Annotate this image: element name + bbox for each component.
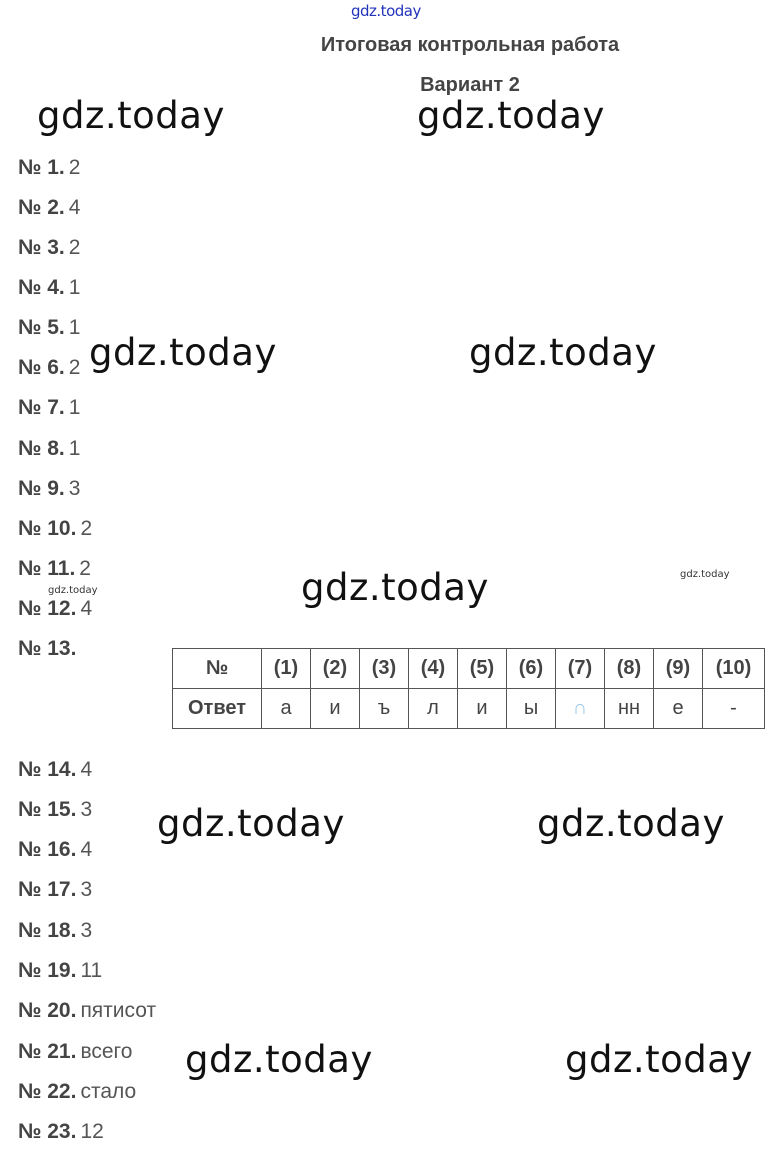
watermark: gdz.today: [301, 566, 489, 609]
list-item: [18, 879, 92, 900]
list-item: [18, 277, 80, 298]
item-answer: 2: [68, 356, 81, 379]
item-answer: 3: [80, 919, 93, 942]
table-cell: и: [311, 689, 360, 729]
item-answer: 4: [80, 758, 93, 781]
item-number: № 10.: [18, 517, 77, 540]
watermark: gdz.today: [417, 94, 605, 137]
table-column-header: (7): [556, 649, 605, 689]
item-answer: 12: [80, 1120, 104, 1143]
table-cell: ∩: [556, 689, 605, 729]
table-cell: ы: [507, 689, 556, 729]
item-number: № 19.: [18, 959, 77, 982]
item-number: № 4.: [18, 276, 65, 299]
item-answer: пятисот: [80, 999, 157, 1022]
item-number: № 12.: [18, 597, 77, 620]
item-number: № 14.: [18, 758, 77, 781]
table-cell: ъ: [360, 689, 409, 729]
watermark: gdz.today: [185, 1038, 373, 1081]
item-number: № 8.: [18, 437, 65, 460]
site-mark: gdz.today: [351, 2, 421, 20]
item-answer: 4: [68, 196, 81, 219]
item-answer: стало: [80, 1080, 137, 1103]
item-number: № 2.: [18, 196, 65, 219]
watermark-small: gdz.today: [680, 569, 730, 580]
table-column-header: (10): [703, 649, 765, 689]
list-item: [18, 1081, 136, 1102]
watermark: gdz.today: [157, 802, 345, 845]
watermark: gdz.today: [469, 331, 657, 374]
item-answer: 1: [68, 396, 81, 419]
item-answer: 1: [68, 316, 81, 339]
list-item: [18, 478, 80, 499]
list-item: [18, 1000, 156, 1021]
table-column-header: (9): [654, 649, 703, 689]
list-item: [18, 558, 91, 579]
table-column-header: (8): [605, 649, 654, 689]
table-column-header: (3): [360, 649, 409, 689]
list-item: [18, 518, 92, 539]
item-answer: 1: [68, 437, 81, 460]
item-answer: 4: [80, 597, 93, 620]
watermark: gdz.today: [89, 331, 277, 374]
item-number: № 11.: [18, 557, 76, 580]
table-row: [173, 689, 765, 729]
table-header-row: [173, 649, 765, 689]
item-answer: 2: [79, 557, 91, 580]
table-column-header: (5): [458, 649, 507, 689]
list-item: [18, 438, 80, 459]
list-item: [18, 960, 102, 981]
item-answer: 2: [80, 517, 93, 540]
table-cell: а: [262, 689, 311, 729]
list-item: [18, 397, 80, 418]
list-item: [18, 1121, 104, 1142]
table-cell: е: [654, 689, 703, 729]
table-cell: нн: [605, 689, 654, 729]
watermark-small: gdz.today: [48, 585, 98, 596]
page-title: Итоговая контрольная работа: [320, 34, 620, 56]
item-answer: 2: [68, 156, 81, 179]
table-column-header: (1): [262, 649, 311, 689]
watermark: gdz.today: [537, 802, 725, 845]
table-column-header: (4): [409, 649, 458, 689]
item-answer: 4: [80, 838, 93, 861]
table-row-label: Ответ: [173, 689, 262, 729]
item-number: № 1.: [18, 156, 65, 179]
list-item: [18, 598, 92, 619]
item-number: № 18.: [18, 919, 77, 942]
item-number: № 3.: [18, 236, 65, 259]
item-number: № 21.: [18, 1040, 77, 1063]
item-number: № 20.: [18, 999, 77, 1022]
list-item: [18, 638, 80, 659]
table-header-label: №: [173, 649, 262, 689]
table-cell: и: [458, 689, 507, 729]
list-item: [18, 357, 80, 378]
item-number: № 6.: [18, 356, 65, 379]
item-number: № 5.: [18, 316, 65, 339]
item-number: № 7.: [18, 396, 65, 419]
table-column-header: (6): [507, 649, 556, 689]
item-number: № 16.: [18, 838, 77, 861]
item-answer: 2: [68, 236, 81, 259]
item-number: № 9.: [18, 477, 65, 500]
item-number: № 23.: [18, 1120, 77, 1143]
list-item: [18, 197, 80, 218]
table-cell: л: [409, 689, 458, 729]
list-item: [18, 237, 80, 258]
answer-table: [172, 648, 765, 729]
watermark: gdz.today: [565, 1038, 753, 1081]
item-answer: 3: [80, 878, 93, 901]
list-item: [18, 839, 92, 860]
list-item: [18, 799, 92, 820]
item-number: № 13.: [18, 637, 77, 660]
item-number: № 22.: [18, 1080, 77, 1103]
item-answer: 3: [68, 477, 81, 500]
list-item: [18, 157, 80, 178]
list-item: [18, 920, 92, 941]
item-answer: 11: [80, 959, 103, 982]
variant-heading: Вариант 2: [420, 74, 520, 96]
item-answer: всего: [80, 1040, 133, 1063]
list-item: [18, 759, 92, 780]
item-answer: 1: [68, 276, 81, 299]
table-column-header: (2): [311, 649, 360, 689]
watermark: gdz.today: [37, 94, 225, 137]
list-item: [18, 317, 80, 338]
list-item: [18, 1041, 132, 1062]
table-cell: -: [703, 689, 765, 729]
item-number: № 15.: [18, 798, 77, 821]
item-answer: 3: [80, 798, 93, 821]
item-number: № 17.: [18, 878, 77, 901]
